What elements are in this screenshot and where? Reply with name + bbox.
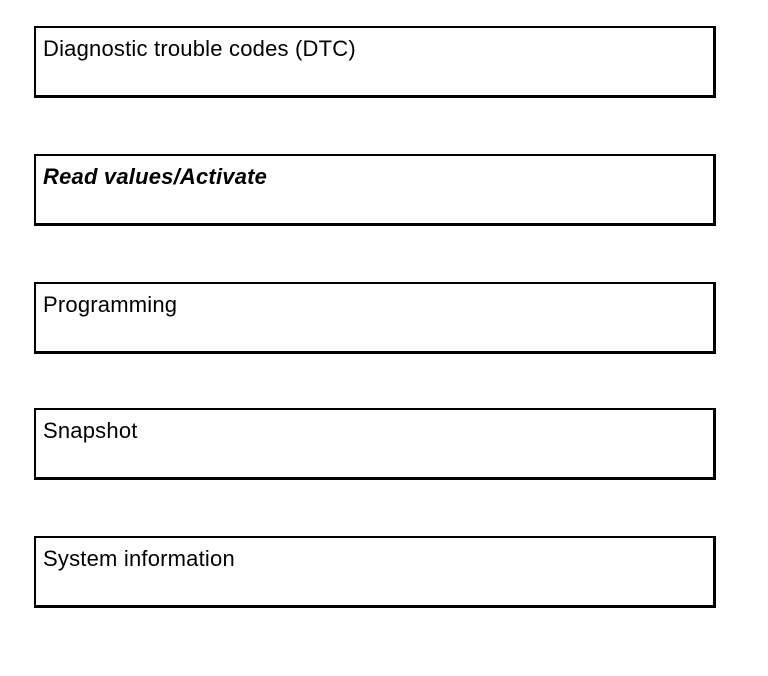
menu-item-label: Programming: [43, 292, 178, 317]
menu-item-programming[interactable]: [34, 282, 716, 354]
menu-item-label: Diagnostic trouble codes (DTC): [43, 36, 356, 61]
menu-item-label: System information: [43, 546, 235, 571]
menu-item-read-values-activate[interactable]: [34, 154, 716, 226]
menu-item-diagnostic-trouble-codes[interactable]: [34, 26, 716, 98]
menu-item-system-information[interactable]: [34, 536, 716, 608]
menu-item-label: Snapshot: [43, 418, 138, 443]
menu-item-label-selected: Read values/Activate: [43, 164, 268, 189]
menu-item-snapshot[interactable]: [34, 408, 716, 480]
